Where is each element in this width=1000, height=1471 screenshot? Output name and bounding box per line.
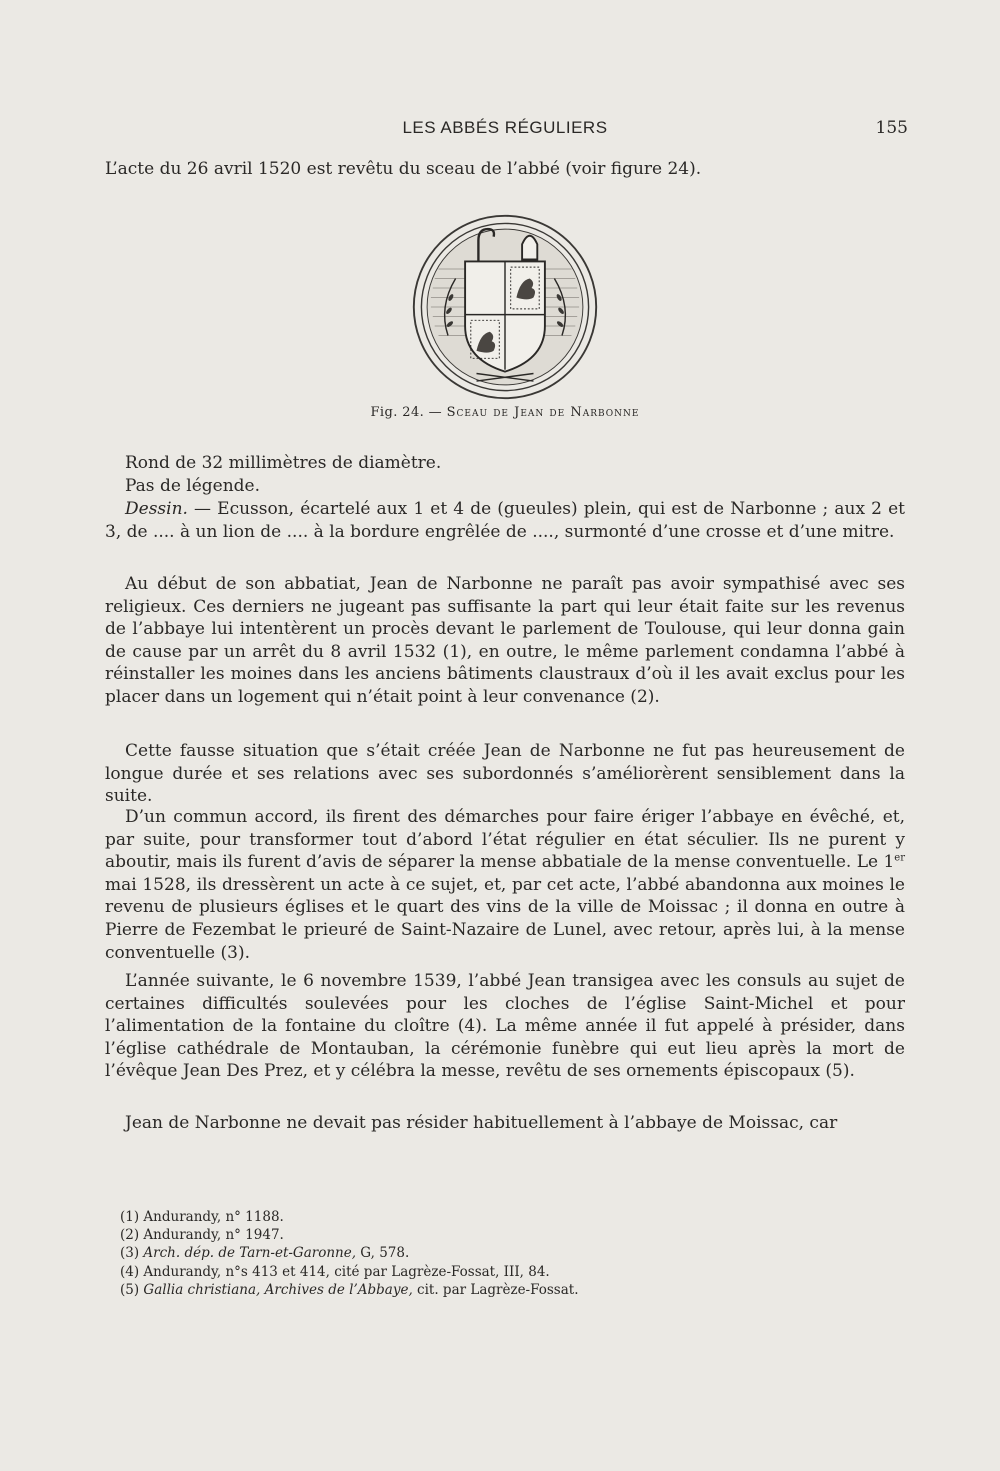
paragraph-3-part-a: D’un commun accord, ils firent des démarches pour faire ériger l’abbaye en évêché, et, par suite, pour transformer tout d’abord l’état régulier en état séculier. Ils ne purent y aboutir, mais ils furent d’avis de séparer la mense abbatiale de la mense conventuelle. Le 1: [105, 807, 905, 873]
dessin-label: Dessin.: [125, 499, 188, 519]
page-number: 155: [875, 118, 908, 138]
running-header: [105, 118, 908, 142]
paragraph-2: Cette fausse situation que s’était créée Jean de Narbonne ne fut pas heureusement de longue durée et ses relations avec ses subordonnés s’améliorèrent sensiblement dans la suite.: [105, 741, 905, 807]
ordinal-superscript: er: [894, 852, 905, 864]
footnote-3-source: Arch. dép. de Tarn-et-Garonne,: [143, 1245, 357, 1262]
seal-size: Rond de 32 millimètres de diamètre.: [125, 453, 442, 473]
running-title: LES ABBÉS RÉGULIERS: [402, 118, 608, 137]
footnote-5-number: (5): [120, 1281, 144, 1298]
paragraph-5: Jean de Narbonne ne devait pas résider habituellement à l’abbaye de Moissac, car: [125, 1113, 838, 1133]
paragraph-4: L’année suivante, le 6 novembre 1539, l’abbé Jean transigea avec les consuls au sujet de certaines difficultés soulevées pour les cloches de l’église Saint-Michel et pour l’alimentation de la fontaine du cloître (4). La même année il fut appelé à présider, dans l’église cathédrale de Montauban, la cérémonie funèbre qui eut lieu après la mort de l’évêque Jean Des Prez, et y célébra la messe, revêtu de ses ornements épiscopaux (5).: [105, 971, 905, 1082]
figure-caption: [105, 405, 905, 420]
paragraph-1: Au début de son abbatiat, Jean de Narbonne ne paraît pas avoir sympathisé avec ses religieux. Ces derniers ne jugeant pas suffisante la part qui leur était faite sur les revenus de l’abbaye lui intentèrent un procès devant le parlement de Toulouse, qui leur donna gain de cause par un arrêt du 8 avril 1532 (1), en outre, le même parlement condamna l’abbé à réinstaller les moines dans les anciens bâtiments claustraux d’où il les avait exclus pour les placer dans un logement qui n’était point à leur convenance (2).: [105, 574, 905, 707]
footnotes: [120, 1208, 720, 1299]
seal-dessin: [105, 498, 905, 543]
footnote-5-source: Gallia christiana, Archives de l’Abbaye,: [143, 1281, 413, 1298]
footnote-3: [120, 1244, 720, 1262]
intro-line: L’acte du 26 avril 1520 est revêtu du sceau de l’abbé (voir figure 24).: [105, 159, 702, 179]
seal-legend: Pas de légende.: [125, 476, 261, 496]
paragraph-3-part-b: mai 1528, ils dressèrent un acte à ce sujet, et, par cet acte, l’abbé abandonna aux moines le revenu de plusieurs églises et le quart des vins de la ville de Moissac ; il donna en outre à Pierre de Fezembat le prieuré de Saint-Nazaire de Lunel, avec retour, après lui, à la mense conventuelle (3).: [105, 874, 905, 963]
paragraph-3: [105, 806, 905, 964]
footnote-3-rest: G, 578.: [356, 1245, 410, 1262]
footnote-4: (4) Andurandy, n°s 413 et 414, cité par Lagrèze-Fossat, III, 84.: [120, 1263, 550, 1280]
footnote-1: (1) Andurandy, n° 1188.: [120, 1209, 284, 1225]
footnote-5: [120, 1281, 720, 1299]
footnote-2: (2) Andurandy, n° 1947.: [120, 1227, 284, 1244]
footnote-5-rest: cit. par Lagrèze-Fossat.: [412, 1281, 579, 1298]
dessin-text: — Ecusson, écartelé aux 1 et 4 de (gueules) plein, qui est de Narbonne ; aux 2 et 3, de .... à un lion de .... à la bordure engrêlée de ...., surmonté d’une crosse et d’une mitre.: [105, 499, 905, 542]
figure-title: Sceau de Jean de Narbonne: [446, 405, 640, 420]
seal-illustration: [410, 212, 600, 402]
figure-label: Fig. 24. —: [370, 405, 443, 420]
footnote-3-number: (3): [120, 1245, 144, 1262]
